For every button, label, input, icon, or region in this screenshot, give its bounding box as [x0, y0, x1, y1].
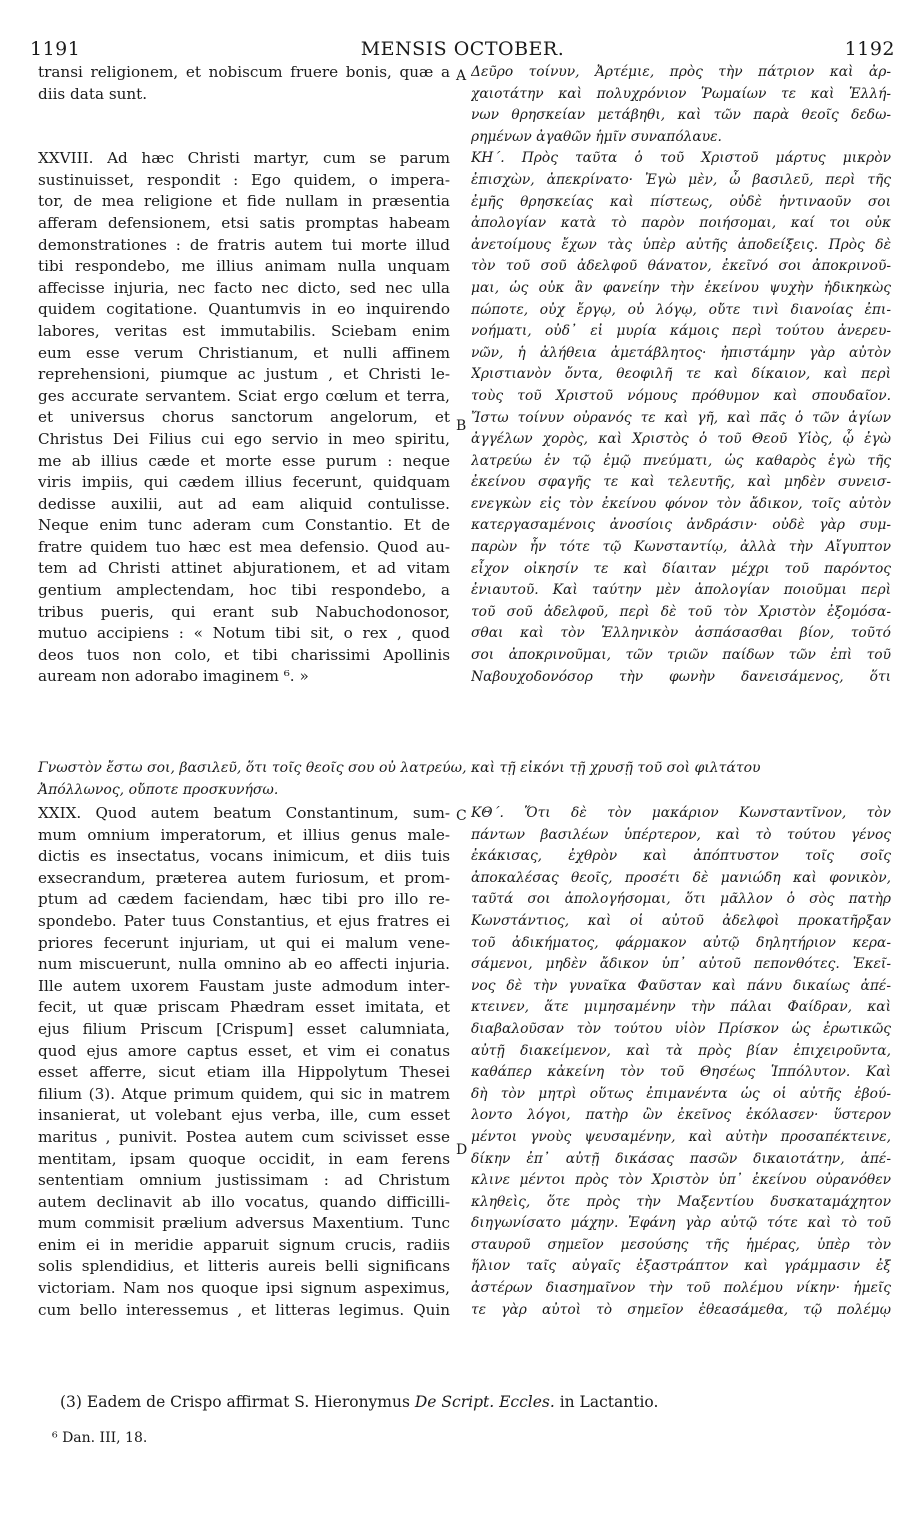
page-number-right: 1192: [844, 38, 895, 60]
latin-line: mum omnium imperatorum, et illius genus male-: [38, 825, 450, 844]
latin-line: labores, veritas est immutabilis. Sciebam enim: [38, 321, 450, 340]
latin-line: mutuo accipiens : « Notum tibi sit, o rex , quod: [38, 624, 450, 643]
latin-line: mentitam, ipsam quoque occidit, in eam ferens: [38, 1149, 450, 1168]
latin-line: tribus pueris, qui erant sub Nabuchodonosor,: [38, 602, 450, 621]
greek-line: αὐτῇ διακείμενον, καὶ τὰ πρὸς βίαν ἐπιχειροῦντα,: [471, 1042, 891, 1059]
latin-line: me ab illius cæde et morte esse purum : neque: [38, 451, 450, 470]
greek-line: Χριστιανὸν ὄντα, θεοφιλῆ τε καὶ δίκαιον, καὶ περὶ: [471, 366, 891, 383]
latin-line: autem declinavit ab illo vocatus, quando difficilli-: [38, 1192, 450, 1211]
greek-line: ἀγγέλων χορὸς, καὶ Χριστὸς ὁ τοῦ Θεοῦ Υἱὸς, ᾧ ἐγὼ: [471, 431, 891, 448]
greek-line: σοι ἀποκρινοῦμαι, τῶν τριῶν παίδων τῶν ἐπὶ τοῦ: [471, 647, 891, 664]
latin-line: num miscuerunt, nulla omnino ab eo affecti injuria.: [38, 955, 450, 974]
greek-line: χαιοτάτην καὶ πολυχρόνιον Ῥωμαίων τε καὶ Ἑλλή-: [471, 85, 891, 102]
latin-line: mum commisit prælium adversus Maxentium. Tunc: [38, 1214, 450, 1233]
greek-line: μαι, ὡς οὐκ ἂν φανείην τὴν ἐκείνου ψυχὴν ἠδικηκὼς: [471, 279, 891, 296]
greek-line: ἐκάκισας, ἐχθρὸν καὶ ἀπόπτυστον τοῖς σοῖς: [471, 848, 891, 865]
greek-line: εἶχον οἰκησίν τε καὶ δίαιταν μέχρι τοῦ παρόντος: [471, 560, 891, 577]
latin-line: priores fecerunt injuriam, ut qui ei malum vene-: [38, 933, 450, 952]
latin-line: sententiam omnium justissimam : ad Christum: [38, 1171, 450, 1190]
greek-line: κτεινεν, ἅτε μιμησαμένην τὴν πάλαι Φαίδραν, καὶ: [471, 999, 891, 1016]
page-header: [30, 38, 895, 64]
greek-line: πάντων βασιλέων ὑπέρτερον, καὶ τὸ τούτου γένος: [471, 826, 891, 843]
latin-line: Christus Dei Filius cui ego servio in meo spiritu,: [38, 429, 450, 448]
greek-line: διαβαλοῦσαν τὸν τούτου υἱὸν Πρίσκον ὡς ἐρωτικῶς: [471, 1020, 891, 1037]
margin-marker-a: A: [456, 68, 467, 84]
latin-line: fecit, ut quæ priscam Phædram esset imitata, et: [38, 998, 450, 1017]
greek-line: σταυροῦ σημεῖον μεσούσης τῆς ἡμέρας, ὑπὲρ τὸν: [471, 1236, 891, 1253]
page-number-left: 1191: [30, 38, 81, 60]
greek-line: ἀπολογίαν κατὰ τὸ παρὸν ποιήσομαι, καί τοι οὐκ: [471, 215, 891, 232]
greek-line: ἐπισχὼν, ἀπεκρίνατο· Ἐγὼ μὲν, ὦ βασιλεῦ, περὶ τῆς: [471, 171, 891, 188]
latin-column-lower: [38, 803, 450, 1321]
greek-line: νοήματι, οὐδ᾽ εἰ μυρία κάμοις περὶ τούτου ἀνερευ-: [471, 323, 891, 340]
latin-line: dictis es insectatus, vocans inimicum, et diis tuis: [38, 847, 450, 866]
greek-line: ἀστέρων διασημαῖνον τὴν τοῦ πολέμου νίκην· ἡμεῖς: [471, 1280, 891, 1297]
latin-line: ejus filium Priscum [Crispum] esset calumniata,: [38, 1019, 450, 1038]
greek-line: ρημένων ἀγαθῶν ἡμῖν συναπόλαυε.: [471, 128, 722, 145]
margin-marker-d: D: [456, 1142, 468, 1158]
latin-line: fratre quidem tuo hæc est mea defensio. Quod au-: [38, 537, 450, 556]
footnote-3-pre: (3) Eadem de Crispo affirmat S. Hieronymus: [60, 1393, 415, 1411]
greek-line: διηγωνίσατο μάχην. Ἐφάνη γὰρ αὐτῷ τότε καὶ τὸ τοῦ: [471, 1215, 891, 1232]
latin-line: Neque enim tunc aderam cum Constantio. Et de: [38, 516, 450, 535]
latin-line: tibi respondebo, me illius animam nulla unquam: [38, 257, 450, 276]
greek-line: λατρεύω ἐν τῷ ἐμῷ πνεύματι, ὡς καθαρὸς ἐγὼ τῆς: [471, 452, 891, 469]
latin-line: tem ad Christi attinet abjurationem, et ad vitam: [38, 559, 450, 578]
latin-line: enim ei in meridie apparuit signum crucis, radiis: [38, 1235, 450, 1254]
footnote-3-title: De Script. Eccles.: [414, 1393, 555, 1411]
greek-line: τοῦ ἀδικήματος, φάρμακον αὐτῷ δηλητήριον κερα-: [471, 934, 891, 951]
greek-line: ἀποκαλέσας θεοῖς, προσέτι δὲ μανιώδη καὶ φονικὸν,: [471, 869, 891, 886]
latin-line: tor, de mea religione et fide nullam in præsentia: [38, 192, 450, 211]
greek-line: Δεῦρο τοίνυν, Ἀρτέμιε, πρὸς τὴν πάτριον καὶ ἀρ-: [471, 64, 891, 80]
latin-line: cum bello interessemus , et litteras legimus. Quin: [38, 1300, 450, 1319]
footnote-3: [60, 1393, 658, 1411]
greek-line: τὸν τοῦ σοῦ ἀδελφοῦ θάνατον, ἐκεῖνό σοι ἀποκρινοῦ-: [471, 258, 891, 275]
greek-line: Κωνστάντιος, καὶ οἱ αὐτοῦ ἀδελφοὶ προκατῆρξαν: [471, 912, 891, 929]
greek-line: ἀνετοίμους ἔχων τὰς ὑπὲρ αὐτῆς ἀποδείξεις. Πρὸς δὲ: [471, 236, 891, 253]
greek-line: τοὺς τοῦ Χριστοῦ νόμους πρόθυμον καὶ σπουδαῖον.: [471, 387, 891, 404]
greek-line: ΚΘ΄. Ὅτι δὲ τὸν μακάριον Κωνσταντῖνον, τὸν: [471, 805, 891, 821]
greek-quote-line-2: Ἀπόλλωνος, οὔποτε προσκυνήσω.: [38, 782, 279, 798]
margin-marker-b: B: [456, 418, 467, 434]
greek-line: ἥλιον ταῖς αὐγαῖς ἐξαστράπτον καὶ γράμμασιν ἐξ: [471, 1258, 891, 1275]
footnote-3-post: in Lactantio.: [554, 1393, 659, 1411]
latin-line: viris impiis, qui cædem illius fecerunt, quidquam: [38, 473, 450, 492]
latin-line: filium (3). Atque primum quidem, qui sic in matrem: [38, 1084, 450, 1103]
greek-line: τοῦ σοῦ ἀδελφοῦ, περὶ δὲ τοῦ τὸν Χριστὸν ἐξομόσα-: [471, 603, 891, 620]
greek-line: Ναβουχοδονόσορ τὴν φωνὴν δανεισάμενος, ὅτι: [471, 668, 891, 685]
latin-line: afferam defensionem, etsi satis promptas habeam: [38, 213, 450, 232]
latin-line: insanierat, ut volebant ejus verba, ille, cum esset: [38, 1106, 450, 1125]
greek-line: μέντοι γνοὺς ψευσαμένην, καὶ αὐτὴν προσαπέκτεινε,: [471, 1128, 891, 1145]
latin-line: diis data sunt.: [38, 84, 148, 103]
latin-line: auream non adorabo imaginem ⁶. »: [38, 667, 309, 686]
latin-line: victoriam. Nam nos quoque ipsi signum aspeximus,: [38, 1279, 450, 1298]
latin-line: quidem cogitatione. Quantumvis in eo inquirendo: [38, 300, 450, 319]
greek-line: νος δὲ τὴν γυναῖκα Φαῦσταν καὶ πάνυ δικαίως ἀπέ-: [471, 977, 891, 994]
margin-marker-c: C: [456, 808, 467, 824]
latin-line: dedisse auxilii, aut ad eam aliquid contulisse.: [38, 494, 450, 513]
greek-line: τε γὰρ αὐτοὶ τὸ σημεῖον ἐθεασάμεθα, τῷ πολέμῳ: [471, 1301, 891, 1318]
latin-line: exsecrandum, præterea autem furiosum, et prom-: [38, 868, 450, 887]
greek-quote-line-1: Γνωστὸν ἔστω σοι, βασιλεῦ, ὅτι τοῖς θεοῖς σου οὐ λατρεύω, καὶ τῇ εἰκόνι τῇ χρυσῇ τοῦ σοὶ φιλτάτου: [38, 760, 761, 776]
latin-line: esset afferre, sicut etiam illa Hippolytum Thesei: [38, 1063, 450, 1082]
greek-line: ενεγκὼν εἰς τὸν ἐκείνου φόνον τὸν ἄδικον, τοῖς αὐτὸν: [471, 495, 891, 512]
greek-line: καθάπερ κἀκείνη τὸν τοῦ Θησέως Ἱππόλυτον. Καὶ: [471, 1064, 891, 1081]
greek-line: νων θρησκείαν μετάβηθι, καὶ τῶν παρὰ θεοῖς δεδω-: [471, 107, 891, 124]
greek-line: κληθεὶς, ὅτε πρὸς τὴν Μαξεντίου δυσκαταμάχητον: [471, 1193, 891, 1210]
greek-column-lower: [471, 803, 891, 1321]
greek-line: ΚΗ΄. Πρὸς ταῦτα ὁ τοῦ Χριστοῦ μάρτυς μικρὸν: [471, 150, 891, 167]
footnote-6: ⁶ Dan. III, 18.: [52, 1430, 148, 1446]
greek-column: [471, 62, 891, 688]
greek-line: δίκην ἐπ᾽ αὐτῇ δικάσας πασῶν δικαιοτάτην, ἀπέ-: [471, 1150, 891, 1167]
latin-line: gentium amplectendam, hoc tibi respondebo, a: [38, 581, 450, 600]
greek-line: ἐνιαυτοῦ. Καὶ ταύτην μὲν ἀπολογίαν ποιοῦμαι περὶ: [471, 582, 891, 599]
greek-line: πώποτε, οὐχ ἔργῳ, οὐ λόγῳ, οὔτε τινὶ διανοίας ἐπι-: [471, 301, 891, 318]
latin-line: eum esse verum Christianum, et nulli affinem: [38, 343, 450, 362]
latin-line: deos tuos non colo, et tibi charissimi Apollinis: [38, 645, 450, 664]
greek-line: ταῦτά σοι ἀπολογήσομαι, ὅτι μᾶλλον ὁ σὸς πατὴρ: [471, 891, 891, 908]
latin-line: quod ejus amore captus esset, et vim ei conatus: [38, 1041, 450, 1060]
greek-line: κατεργασαμένοις ἀνοσίοις ἀνδράσιν· οὐδὲ γὰρ συμ-: [471, 517, 891, 534]
latin-line: XXIX. Quod autem beatum Constantinum, sum-: [38, 804, 450, 822]
latin-line: reprehensioni, piumque ac justum , et Christi le-: [38, 365, 450, 384]
greek-line: νῶν, ἡ ἀλήθεια ἀμετάβλητος· ἠπιστάμην γὰρ αὐτὸν: [471, 344, 891, 361]
latin-line: XXVIII. Ad hæc Christi martyr, cum se parum: [38, 149, 450, 168]
paragraph-gap: [38, 105, 450, 148]
greek-line: Ἴστω τοίνυν οὐρανός τε καὶ γῆ, καὶ πᾶς ὁ τῶν ἁγίων: [471, 409, 891, 426]
greek-line: κλινε μέντοι πρὸς τὸν Χριστὸν ὑπ᾽ ἐκείνου οὐρανόθεν: [471, 1172, 891, 1189]
running-title: MENSIS OCTOBER.: [360, 38, 565, 60]
latin-line: sustinuisset, respondit : Ego quidem, o impera-: [38, 170, 450, 189]
latin-line: transi religionem, et nobiscum fruere bonis, quæ a: [38, 63, 450, 81]
greek-line: ἐκείνου σφαγῆς τε καὶ τελευτῆς, καὶ μηδὲν συνεισ-: [471, 474, 891, 491]
greek-line: λοντο λόγοι, πατὴρ ὢν ἐκεῖνος ἐκόλασεν· ὕστερον: [471, 1107, 891, 1124]
greek-line: παρὼν ἦν τότε τῷ Κωνσταντίῳ, ἀλλὰ τὴν Αἴγυπτον: [471, 539, 891, 556]
greek-line: ἐμῆς θρησκείας καὶ πίστεως, οὐδὲ ἡντιναοῦν σοι: [471, 193, 891, 210]
latin-line: spondebo. Pater tuus Constantius, et ejus fratres ei: [38, 911, 450, 930]
latin-line: Ille autem uxorem Faustam juste admodum inter-: [38, 976, 450, 995]
latin-line: maritus , punivit. Postea autem cum scivisset esse: [38, 1127, 450, 1146]
latin-line: affecisse injuria, nec facto nec dicto, sed nec ulla: [38, 278, 450, 297]
greek-line: δὴ τὸν μητρὶ οὕτως ἐπιμανέντα ὡς οἱ αὐτῆς ἐβού-: [471, 1085, 891, 1102]
latin-column: [38, 62, 450, 688]
latin-line: ges accurate servantem. Sciat ergo cœlum et terra,: [38, 386, 450, 405]
greek-line: σάμενοι, μηδὲν ἄδικον ὑπ᾽ αὐτοῦ πεπονθότες. Ἐκεῖ-: [471, 956, 891, 973]
latin-line: demonstrationes : de fratris autem tui morte illud: [38, 235, 450, 254]
latin-line: solis splendidius, et litteris aureis belli significans: [38, 1257, 450, 1276]
greek-line: σθαι καὶ τὸν Ἑλληνικὸν ἀσπάσασθαι βίον, τοῦτό: [471, 625, 891, 642]
latin-line: et universus chorus sanctorum angelorum, et: [38, 408, 450, 427]
latin-line: ptum ad cædem faciendam, hæc tibi pro illo re-: [38, 890, 450, 909]
